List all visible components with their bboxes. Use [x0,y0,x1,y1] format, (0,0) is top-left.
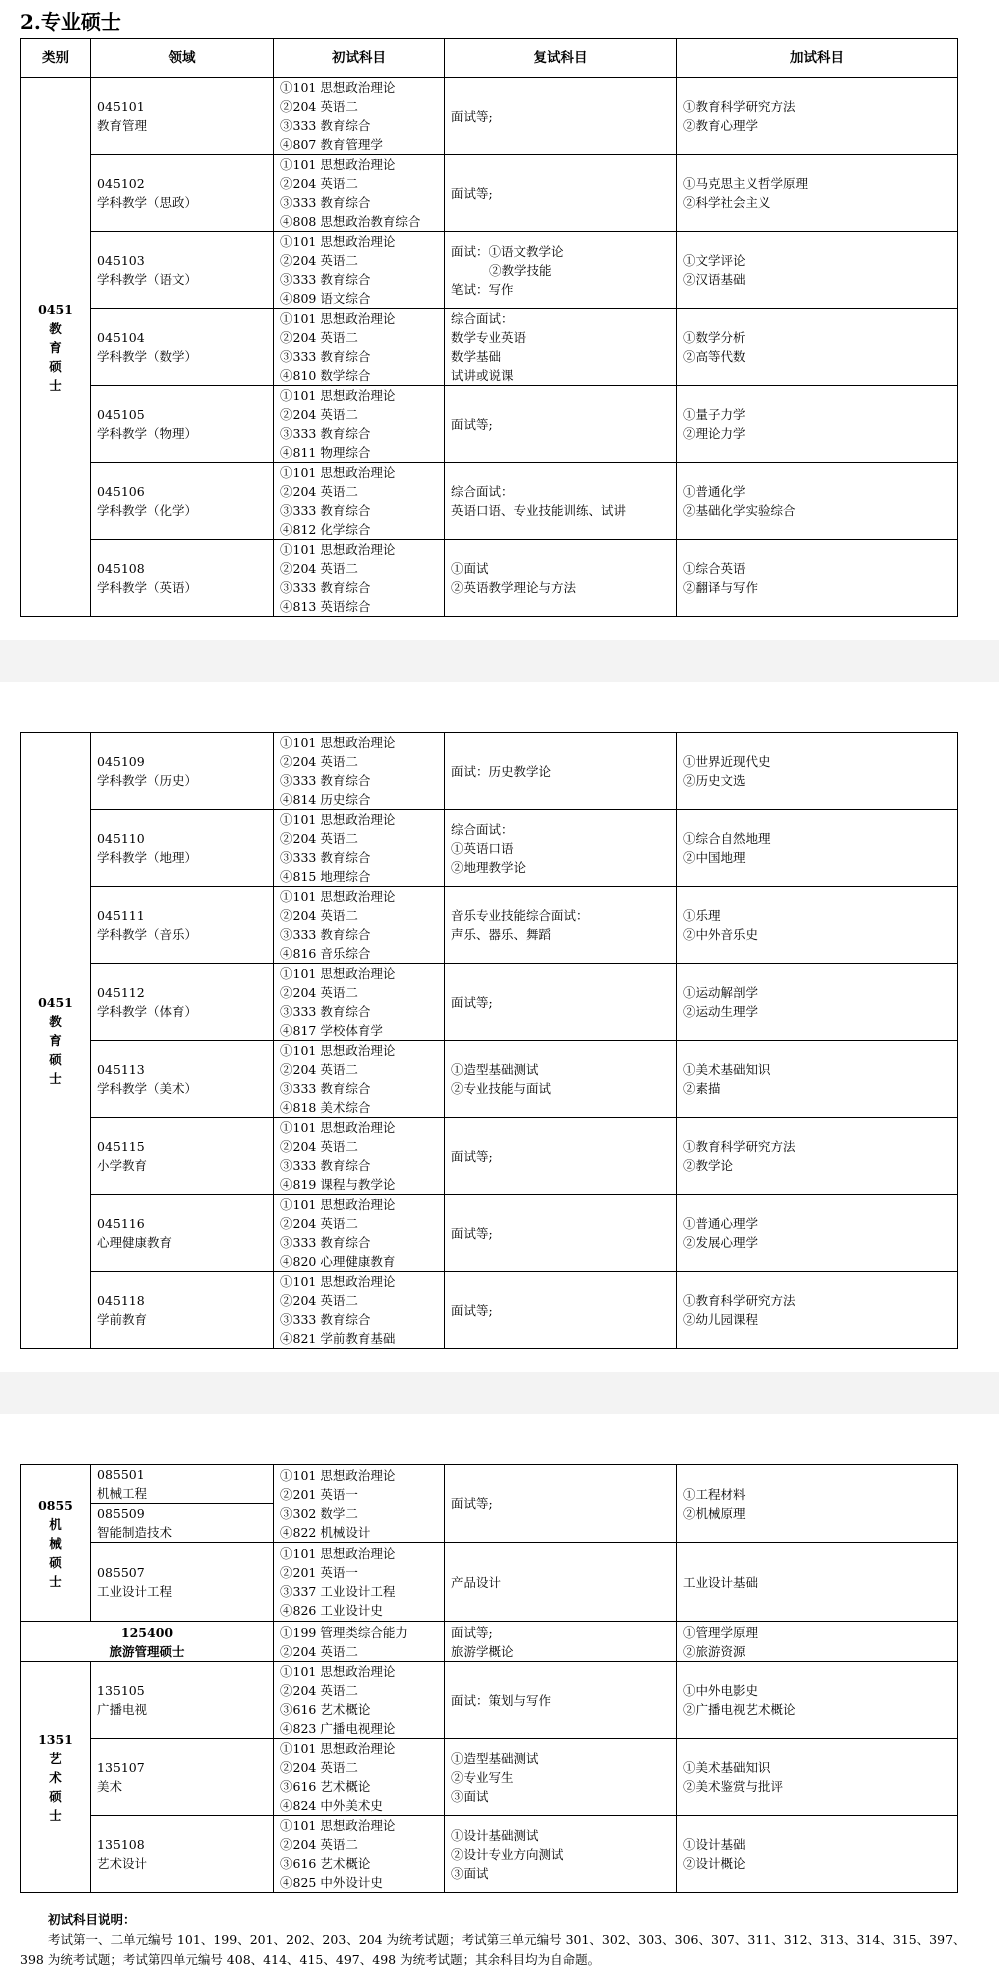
header-field: 领域 [91,39,274,78]
note-block [20,1910,980,1970]
category-cell: 1351 艺 术 硕 士 [21,1662,91,1893]
field-cell: 135107 美术 [91,1739,274,1816]
field-cell: 135108 艺术设计 [91,1816,274,1893]
table-row [21,1662,958,1739]
exam-table-1 [20,38,958,617]
table-row [21,810,958,887]
retest-subjects-cell: 面试等; [445,78,677,155]
extra-subjects-cell: ①教育科学研究方法 ②教育心理学 [677,78,958,155]
table-row [21,1195,958,1272]
header-initial: 初试科目 [274,39,445,78]
extra-subjects-cell: ①工程材料 ②机械原理 [677,1465,958,1543]
extra-subjects-cell: ①乐理 ②中外音乐史 [677,887,958,964]
extra-subjects-cell: ①教育科学研究方法 ②教学论 [677,1118,958,1195]
initial-subjects-cell: ①101 思想政治理论 ②204 英语二 ③333 教育综合 ④821 学前教育基础 [274,1272,445,1349]
extra-subjects-cell: ①文学评论 ②汉语基础 [677,232,958,309]
initial-subjects-cell: ①101 思想政治理论 ②204 英语二 ③333 教育综合 ④808 思想政治教育综合 [274,155,445,232]
extra-subjects-cell: ①设计基础 ②设计概论 [677,1816,958,1893]
table-row [21,1622,958,1662]
extra-subjects-cell: ①美术基础知识 ②素描 [677,1041,958,1118]
table-row [21,386,958,463]
category-cell: 0451 教 育 硕 士 [21,78,91,617]
table-row [21,78,958,155]
field-cell: 045101 教育管理 [91,78,274,155]
field-cell: 045108 学科教学（英语） [91,540,274,617]
retest-subjects-cell: 面试：历史教学论 [445,733,677,810]
field-cell: 045111 学科教学（音乐） [91,887,274,964]
retest-subjects-cell: 面试：策划与写作 [445,1662,677,1739]
table-row [21,1543,958,1622]
initial-subjects-cell: ①101 思想政治理论 ②204 英语二 ③333 教育综合 ④818 美术综合 [274,1041,445,1118]
retest-subjects-cell: ①设计基础测试 ②设计专业方向测试 ③面试 [445,1816,677,1893]
tourism-cell: 125400 旅游管理硕士 [21,1622,274,1662]
extra-subjects-cell: ①量子力学 ②理论力学 [677,386,958,463]
initial-subjects-cell: ①101 思想政治理论 ②204 英语二 ③333 教育综合 ④816 音乐综合 [274,887,445,964]
retest-subjects-cell: 综合面试： 英语口语、专业技能训练、试讲 [445,463,677,540]
extra-subjects-cell: ①综合自然地理 ②中国地理 [677,810,958,887]
table-row [21,1465,958,1504]
initial-subjects-cell: ①101 思想政治理论 ②204 英语二 ③333 教育综合 ④811 物理综合 [274,386,445,463]
retest-subjects-cell: 面试等; 旅游学概论 [445,1622,677,1662]
initial-subjects-cell: ①101 思想政治理论 ②201 英语一 ③302 数学二 ④822 机械设计 [274,1465,445,1543]
extra-subjects-cell: ①美术基础知识 ②美术鉴赏与批评 [677,1739,958,1816]
field-cell: 045118 学前教育 [91,1272,274,1349]
field-cell: 045109 学科教学（历史） [91,733,274,810]
field-cell: 045116 心理健康教育 [91,1195,274,1272]
extra-subjects-cell: ①运动解剖学 ②运动生理学 [677,964,958,1041]
field-cell: 135105 广播电视 [91,1662,274,1739]
initial-subjects-cell: ①101 思想政治理论 ②204 英语二 ③333 教育综合 ④817 学校体育学 [274,964,445,1041]
field-cell: 085509 智能制造技术 [91,1504,274,1543]
extra-subjects-cell: ①教育科学研究方法 ②幼儿园课程 [677,1272,958,1349]
retest-subjects-cell: 综合面试： ①英语口语 ②地理教学论 [445,810,677,887]
initial-subjects-cell: ①101 思想政治理论 ②204 英语二 ③333 教育综合 ④807 教育管理学 [274,78,445,155]
retest-subjects-cell: 面试等; [445,1465,677,1543]
extra-subjects-cell: ①马克思主义哲学原理 ②科学社会主义 [677,155,958,232]
page-gap [0,640,999,682]
extra-subjects-cell: ①管理学原理 ②旅游资源 [677,1622,958,1662]
category-cell: 0451 教 育 硕 士 [21,733,91,1349]
field-cell: 045113 学科教学（美术） [91,1041,274,1118]
table-row [21,1041,958,1118]
initial-subjects-cell: ①101 思想政治理论 ②204 英语二 ③333 教育综合 ④814 历史综合 [274,733,445,810]
field-cell: 085501 机械工程 [91,1465,274,1504]
retest-subjects-cell: ①面试 ②英语教学理论与方法 [445,540,677,617]
note-body: 考试第一、二单元编号 101、199、201、202、203、204 为统考试题；考试第三单元编号 301、302、303、306、307、311、312、313、314、315、397、398 为统考试题；考试第四单元编号 408、414、415、497、498 为统考试题；其余科目均为自命题。 [20,1932,966,1967]
field-cell: 045115 小学教育 [91,1118,274,1195]
table-row [21,155,958,232]
field-cell: 045106 学科教学（化学） [91,463,274,540]
table-row [21,232,958,309]
table-row [21,540,958,617]
extra-subjects-cell: ①普通心理学 ②发展心理学 [677,1195,958,1272]
category-cell: 0855 机 械 硕 士 [21,1465,91,1622]
retest-subjects-cell: 面试等; [445,964,677,1041]
extra-subjects-cell: ①数学分析 ②高等代数 [677,309,958,386]
extra-subjects-cell: ①普通化学 ②基础化学实验综合 [677,463,958,540]
retest-subjects-cell: 综合面试： 数学专业英语 数学基础 试讲或说课 [445,309,677,386]
retest-subjects-cell: ①造型基础测试 ②专业技能与面试 [445,1041,677,1118]
initial-subjects-cell: ①101 思想政治理论 ②204 英语二 ③616 艺术概论 ④823 广播电视理论 [274,1662,445,1739]
retest-subjects-cell: 面试等; [445,155,677,232]
extra-subjects-cell: 工业设计基础 [677,1543,958,1622]
page-gap [0,1372,999,1414]
table-row [21,1739,958,1816]
section-heading: 2.专业硕士 [20,10,121,34]
initial-subjects-cell: ①199 管理类综合能力 ②204 英语二 [274,1622,445,1662]
field-cell: 045110 学科教学（地理） [91,810,274,887]
retest-subjects-cell: 产品设计 [445,1543,677,1622]
retest-subjects-cell: 音乐专业技能综合面试： 声乐、器乐、舞蹈 [445,887,677,964]
initial-subjects-cell: ①101 思想政治理论 ②204 英语二 ③333 教育综合 ④810 数学综合 [274,309,445,386]
retest-subjects-cell: 面试等; [445,1195,677,1272]
field-cell: 045105 学科教学（物理） [91,386,274,463]
field-cell: 045112 学科教学（体育） [91,964,274,1041]
initial-subjects-cell: ①101 思想政治理论 ②204 英语二 ③333 教育综合 ④820 心理健康教育 [274,1195,445,1272]
table-row [21,733,958,810]
extra-subjects-cell: ①综合英语 ②翻译与写作 [677,540,958,617]
table-row [21,964,958,1041]
initial-subjects-cell: ①101 思想政治理论 ②204 英语二 ③333 教育综合 ④819 课程与教学论 [274,1118,445,1195]
initial-subjects-cell: ①101 思想政治理论 ②201 英语一 ③337 工业设计工程 ④826 工业设计史 [274,1543,445,1622]
table-header-row [21,39,958,78]
extra-subjects-cell: ①世界近现代史 ②历史文选 [677,733,958,810]
initial-subjects-cell: ①101 思想政治理论 ②204 英语二 ③333 教育综合 ④813 英语综合 [274,540,445,617]
note-title: 初试科目说明： [48,1912,136,1927]
exam-table-2 [20,732,958,1349]
extra-subjects-cell: ①中外电影史 ②广播电视艺术概论 [677,1662,958,1739]
initial-subjects-cell: ①101 思想政治理论 ②204 英语二 ③333 教育综合 ④809 语文综合 [274,232,445,309]
exam-table-3 [20,1464,958,1893]
retest-subjects-cell: 面试等; [445,1118,677,1195]
field-cell: 045103 学科教学（语文） [91,232,274,309]
retest-subjects-cell: ①造型基础测试 ②专业写生 ③面试 [445,1739,677,1816]
header-retest: 复试科目 [445,39,677,78]
initial-subjects-cell: ①101 思想政治理论 ②204 英语二 ③616 艺术概论 ④824 中外美术史 [274,1739,445,1816]
initial-subjects-cell: ①101 思想政治理论 ②204 英语二 ③333 教育综合 ④815 地理综合 [274,810,445,887]
header-category: 类别 [21,39,91,78]
retest-subjects-cell: 面试等; [445,1272,677,1349]
table-row [21,1118,958,1195]
retest-subjects-cell: 面试等; [445,386,677,463]
field-cell: 085507 工业设计工程 [91,1543,274,1622]
table-row [21,1272,958,1349]
table-row [21,887,958,964]
table-row [21,463,958,540]
initial-subjects-cell: ①101 思想政治理论 ②204 英语二 ③333 教育综合 ④812 化学综合 [274,463,445,540]
table-row [21,1816,958,1893]
field-cell: 045104 学科教学（数学） [91,309,274,386]
initial-subjects-cell: ①101 思想政治理论 ②204 英语二 ③616 艺术概论 ④825 中外设计史 [274,1816,445,1893]
retest-subjects-cell: 面试：①语文教学论 ②教学技能 笔试：写作 [445,232,677,309]
field-cell: 045102 学科教学（思政） [91,155,274,232]
table-row [21,309,958,386]
header-extra: 加试科目 [677,39,958,78]
